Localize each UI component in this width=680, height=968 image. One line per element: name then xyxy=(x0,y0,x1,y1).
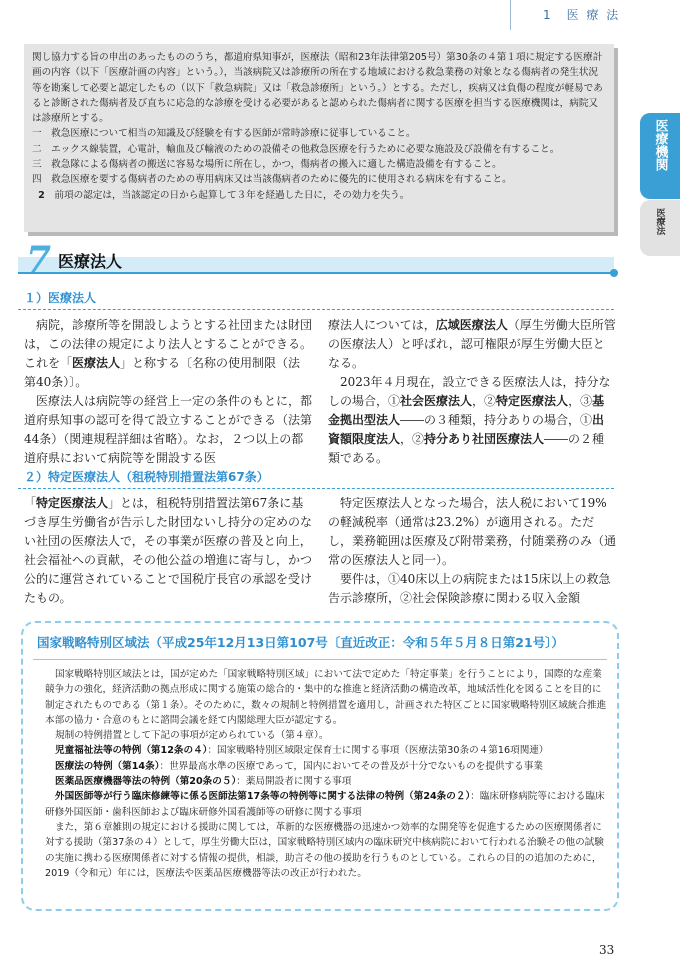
statute-excerpt-box xyxy=(24,44,614,232)
side-tab-medical-institutions[interactable]: 医療機関 xyxy=(640,113,680,199)
sub2-left-column xyxy=(24,494,312,608)
sub2-right-column xyxy=(328,494,616,608)
header-divider xyxy=(510,0,511,30)
box-title-rule xyxy=(33,659,607,660)
paragraph: また，第６章雑則の規定における援助に関しては，革新的な医療機器の迅速かつ効率的な開発等を促進するための医療関係者に対する援助（第37条の４）として，厚生労働大臣は，国家戦略特別区域内の臨床研究中核病院において行われる治験その他の試験の実施に携わる医療関係者に対する情報の提供，相談，助言その他の援助を行うものとしている。これらの目的の追加のために，2019（令和元）年には，医療法や医薬品医療機器等法の改正が行われた。 xyxy=(45,821,604,879)
paragraph: 2023年４月現在，設立できる医療法人は，持分なしの場合，①社会医療法人，②特定医療法人，③基金拠出型法人――の３種類，持分ありの場合，①出資額限度法人，②持分あり社団医療法人――の２種類である。 xyxy=(328,375,611,465)
box-body xyxy=(45,667,611,881)
subheading-1: １）医療法人 xyxy=(18,287,614,310)
statute-text: 関し協力する旨の申出のあったもののうち，都道府県知事が，医療法（昭和23年法律第205号）第30条の４第１項に規定する医療計画の内容（以下「医療計画の内容」という。），当該病院又は診療所の所在する地域における救急業務の対象となる傷病者の発生状況等を勘案して必要と認定したもの（以下「救急病院」又は「救急診療所」という。）とする。ただし，疾病又は負傷の程度が軽易であると診断された傷病者及び直ちに応急的な診療を受ける必要があると認められた傷病者に関する医療を担当する医療機関は，病院又は診療所とする。 xyxy=(32,52,603,125)
paragraph: 療法人については，広域医療法人（厚生労働大臣所管の医療法人）と呼ばれ，認可権限が厚生労働大臣となる。 xyxy=(328,318,616,370)
sub1-left-column xyxy=(24,316,312,468)
section-dot xyxy=(610,269,618,277)
running-header: 1 医 療 法 xyxy=(543,8,621,22)
paragraph: 特定医療法人となった場合，法人税において19%の軽減税率（通常は23.2%）が適用される。ただし，業務範囲は医療及び附帯業務，付随業務のみ（通常の医療法人と同一）。 xyxy=(328,496,617,567)
subheading-2: ２）特定医療法人（租税特別措置法第67条） xyxy=(18,466,614,489)
section-number: 7 xyxy=(26,239,52,281)
paragraph: 規制の特例措置として下記の事項が定められている（第４章）。 xyxy=(55,730,329,742)
section-underline xyxy=(18,272,614,274)
special-measure-item: 医薬品医療機器等法の特例（第20条の５）：薬局開設者に関する事項 xyxy=(55,776,352,788)
para-number: 2 xyxy=(38,189,45,201)
box-title: 国家戦略特別区域法（平成25年12月13日第107号〔直近改正：令和５年５月８日第21号〕） xyxy=(37,635,564,650)
national-strategic-zone-box xyxy=(21,621,619,911)
paragraph: 国家戦略特別区域法とは，国が定めた「国家戦略特別区域」において法で定めた「特定事業」を行うことにより，国際的な産業競争力の強化，経済活動の拠点形成に関する施策の総合的・集中的な推進と経済活動の構造改革，地域活性化を図ることを目的に制定されたものである（第１条）。そのために，数々の規制と特例措置を適用し，計画された特区ごとに国家戦略特別区域統合推進本部の協力・合意のもとに諮問会議を経て内閣総理大臣が認定する。 xyxy=(45,669,607,726)
statute-para-2: 2 前項の認定は，当該認定の日から起算して３年を経過した日に，その効力を失う。 xyxy=(38,189,410,201)
statute-item: 三 救急隊による傷病者の搬送に容易な場所に所在し，かつ，傷病者の搬入に適した構造設備を有すること。 xyxy=(32,159,502,171)
paragraph: 要件は，①40床以上の病院または15床以上の救急告示診療所，②社会保険診療に関わる収入金額 xyxy=(328,572,611,605)
paragraph: 「特定医療法人」とは，租税特別措置法第67条に基づき厚生労働省が告示した財団ないし持分の定めのない社団の医療法人で，その事業が医療の普及と向上，社会福祉への貢献，その他公益の増進に寄与し，かつ公的に運営されていることで国税庁長官の承認を受けたもの。 xyxy=(24,496,313,605)
special-measure-item: 外国医師等が行う臨床修練等に係る医師法第17条等の特例等に関する法律の特例（第24条の２）：臨床研修病院等における臨床研修外国医師・歯科医師および臨床研修外国看護師等の研修に関する事項 xyxy=(45,791,605,818)
side-tab-medical-law[interactable]: 医療法 xyxy=(640,200,680,256)
page-number: 33 xyxy=(599,943,615,957)
sub1-right-column xyxy=(328,316,616,468)
paragraph: 病院，診療所等を開設しようとする社団または財団は，この法律の規定により法人とすることができる。これを「医療法人」と称する〔名称の使用制限（法第40条）〕。 xyxy=(24,318,313,389)
statute-item: 二 エックス線装置，心電計，輸血及び輸液のための設備その他救急医療を行うために必要な施設及び設備を有すること。 xyxy=(32,143,560,155)
statute-item: 一 救急医療について相当の知識及び経験を有する医師が常時診療に従事していること。 xyxy=(32,128,416,140)
special-measure-item: 児童福祉法等の特例（第12条の４）：国家戦略特別区域限定保育士に関する事項（医療法第30条の４第16項関連） xyxy=(55,745,549,757)
section-title: 医療法人 xyxy=(58,252,123,271)
section-heading xyxy=(18,239,614,281)
paragraph: 医療法人は病院等の経営上一定の条件のもとに，都道府県知事の認可を得て設立することができる（法第44条）（関連規程詳細は省略）。なお，２つ以上の都道府県において病院等を開設する医 xyxy=(24,394,313,465)
statute-item: 四 救急医療を要する傷病者のための専用病床又は当該傷病者のために優先的に使用される病床を有すること。 xyxy=(32,174,512,186)
special-measure-item: 医療法の特例（第14条）：世界最高水準の医療であって，国内においてその普及が十分でないものを提供する事業 xyxy=(55,760,543,772)
